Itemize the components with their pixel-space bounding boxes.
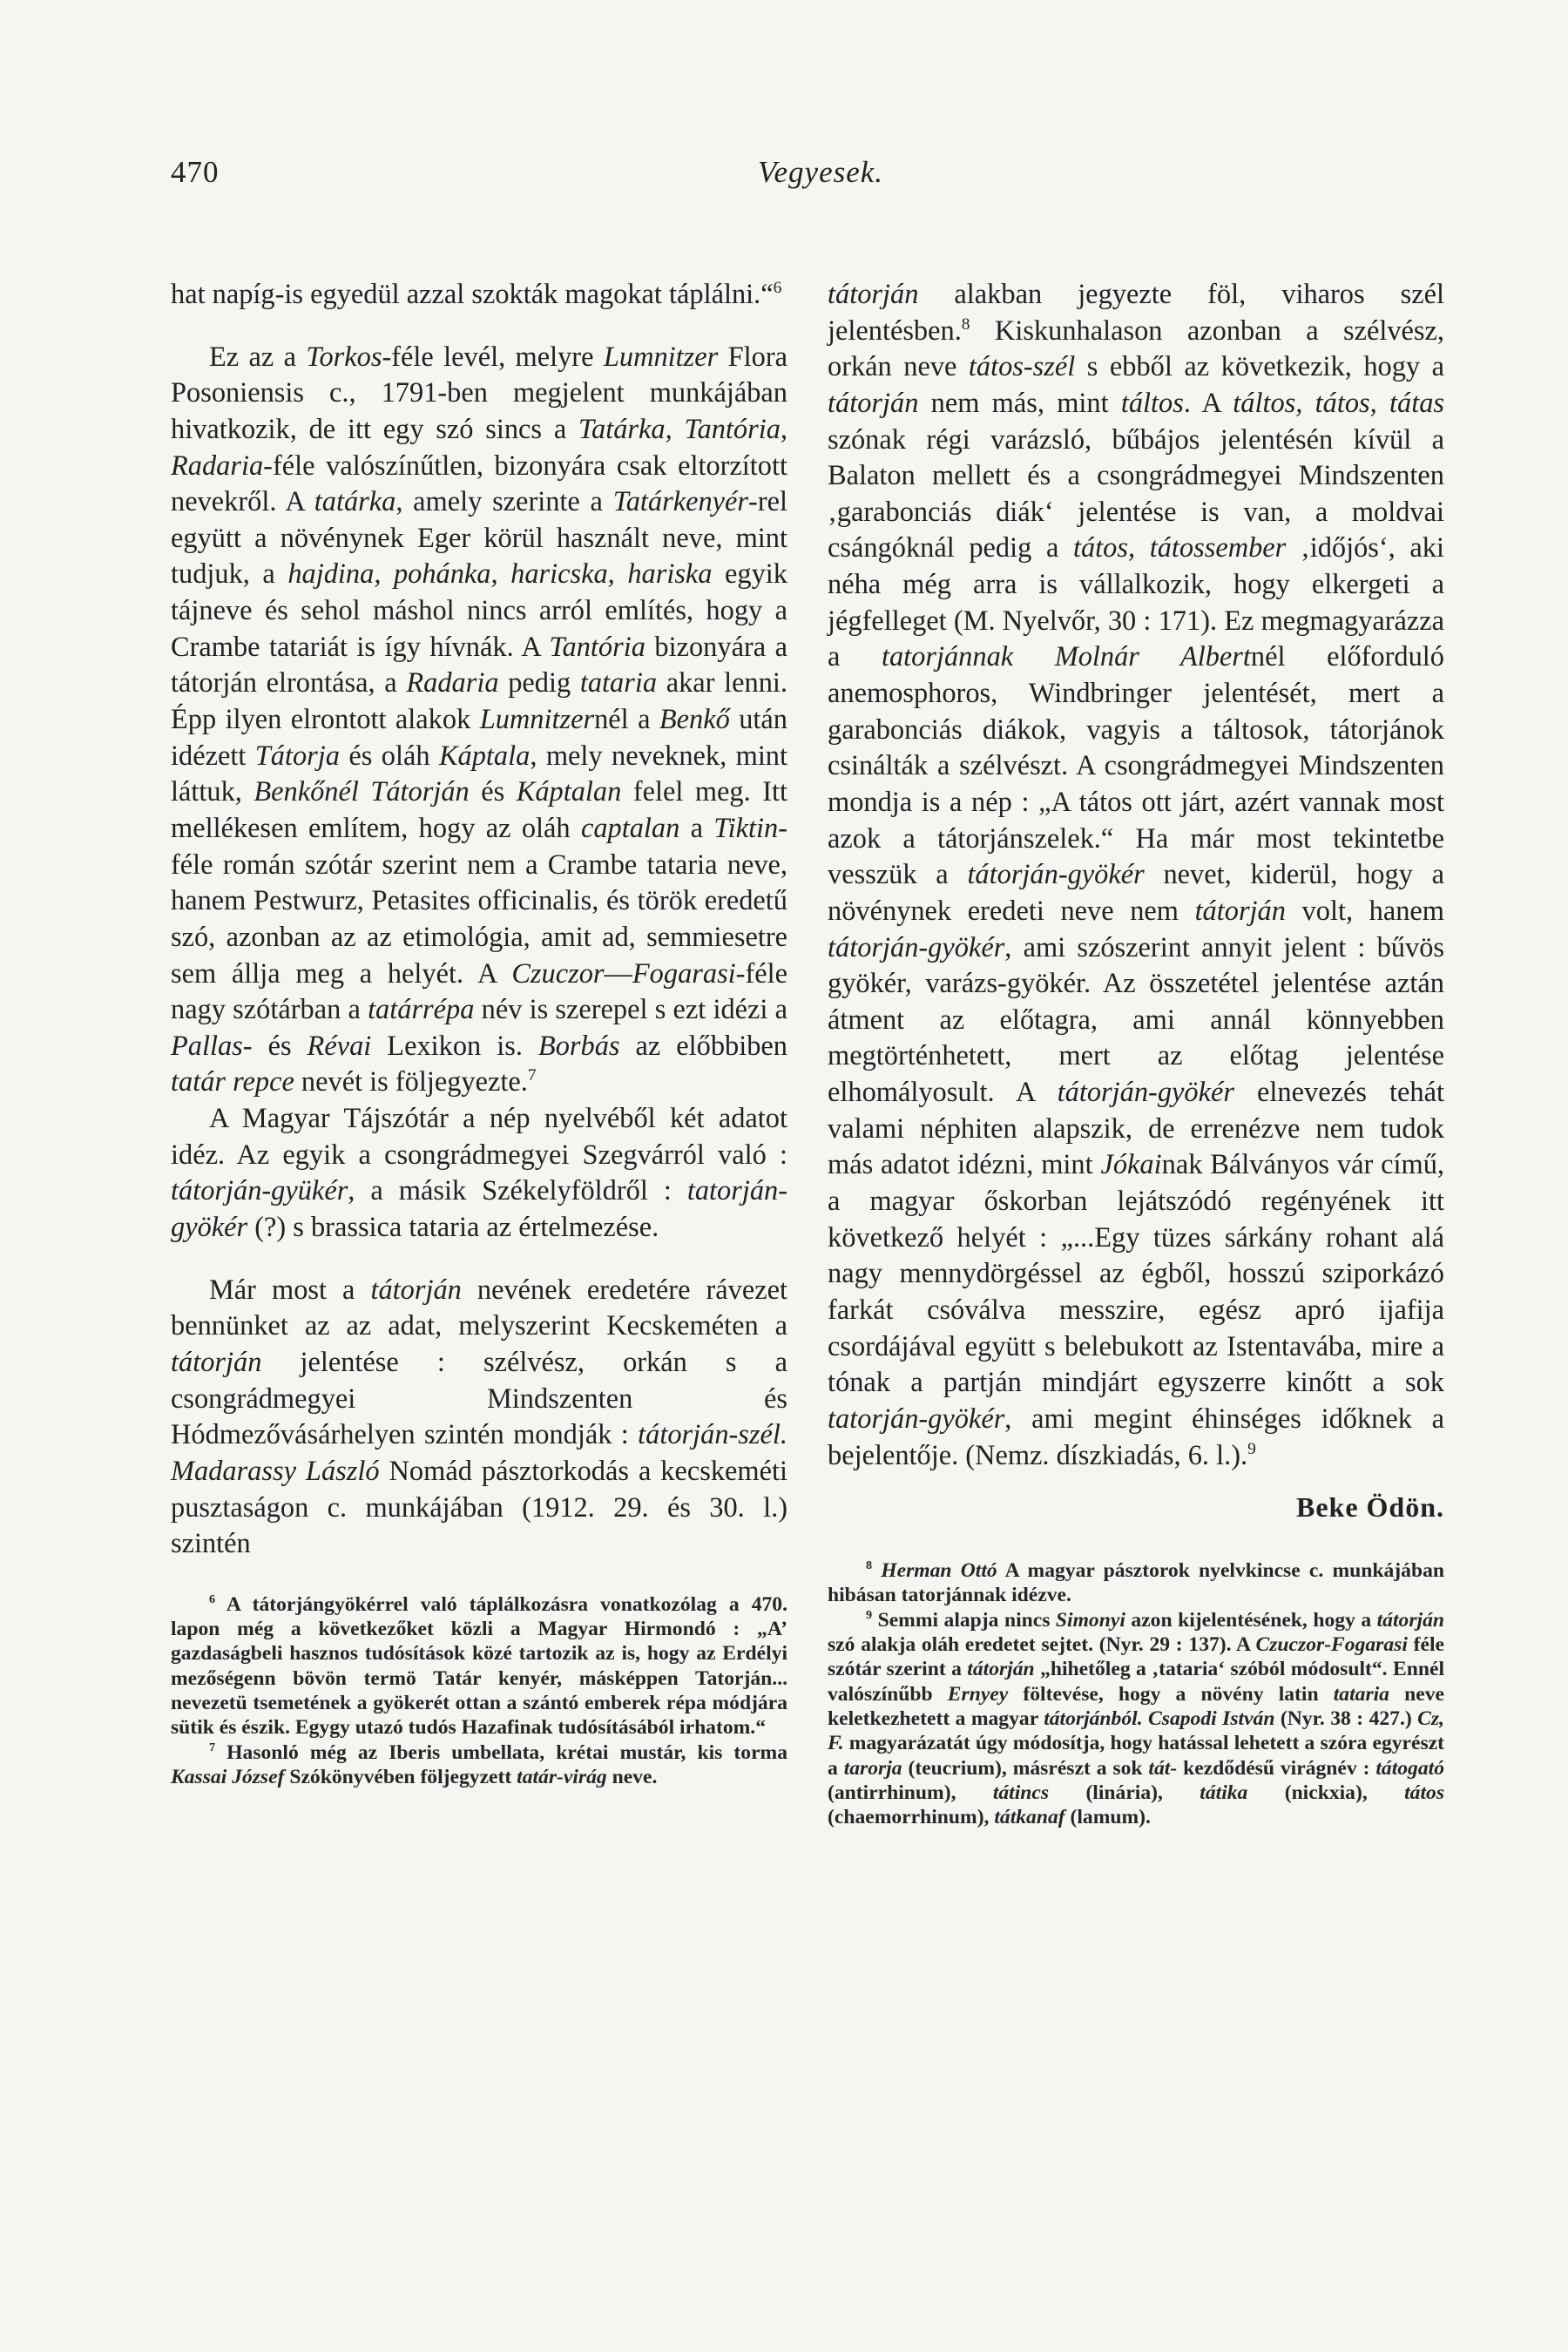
footnote-6: $^6$ A tátorjángyökérrel való táplálkozásra vonatkozólag a 470. lapon még a következőket közli a Magyar Hirmondó : „A’ gazdaságbeli hasznos tudósítások közé tartozik az is, hogy az Erdélyi mezőségenn bövön termö Tatár kenyér, másképpen Tatorján... nevezetü tsemetének a gyökerét ottan a szántó emberek répa módjára sütik és észik. Egygy utazó tudós Hazafinak tudósításából irhatom.“ <box>171 1592 787 1740</box>
right-footnotes <box>828 1558 1444 1829</box>
left-column <box>171 277 787 1789</box>
right-paragraph-1: tátorján alakban jegyezte föl, viharos szél jelentésben.$^8$ Kiskunhalason azonban a szélvész, orkán neve tátos-szél s ebből az következik, hogy a tátorján nem más, mint táltos. A táltos, tátos, tátas szónak régi varázsló, bűbájos jelentésén kívül a Balaton mellett és a csongrádmegyei Mindszenten ‚garabonciás diák‘ jelentése is van, a moldvai csángóknál pedig a tátos, tátossember ‚időjós‘, aki néha még arra is vállalkozik, hogy elkergeti a jégfelleget (M. Nyelvőr, 30 : 171). Ez megmagyarázza a tatorjánnak Molnár Albertnél előforduló anemosphoros, Windbringer jelentését, mert a garabonciás diákok, vagyis a táltosok, tátorjánok csinálták a szélvészt. A csongrádmegyei Mindszenten mondja is a nép : „A tátos ott járt, azért vannak most azok a tátorjánszelek.“ Ha már most tekintetbe vesszük a tátorján-gyökér nevet, kiderül, hogy a növénynek eredeti neve nem tátorján volt, hanem tátorján-gyökér, ami szószerint annyit jelent : bűvös gyökér, varázs-gyökér. Az összetétel jelentése aztán átment az előtagra, ami annál könnyebben megtörténhetett, mert az előtag jelentése elhomályosult. A tátorján-gyökér elnevezés tehát valami néphiten alapszik, de errenézve nem tudok más adatot idézni, mint Jókainak Bálványos vár című, a magyar őskorban lejátszódó regényének itt következő helyét : „...Egy tüzes sárkány rohant alá nagy mennydörgéssel az égből, hosszú sziporkázó farkát csóválva messzire, egész apró ijafija csordájával együtt s belebukott az Istentavába, mire a tónak a partján mindjárt egyszerre kinőtt a sok tatorján-gyökér, ami megint éhinséges időknek a bejelentője. (Nemz. díszkiadás, 6. l.).$^9$ <box>828 279 1444 1471</box>
footnote-8: $^8$ Herman Ottó A magyar pásztorok nyelvkincse c. munkájában hibásan tatorjánnak idézve. <box>828 1558 1444 1607</box>
left-footnotes <box>171 1592 787 1790</box>
footnote-ref-9[interactable]: 9 <box>1247 1439 1256 1458</box>
page-number: 470 <box>171 155 220 189</box>
running-title: Vegyesek. <box>758 155 884 189</box>
footnote-ref-6[interactable]: 6 <box>773 279 782 298</box>
left-paragraph-3: A Magyar Tájszótár a nép nyelvéből két adatot idéz. Az egyik a csongrádmegyei Szegvárról való : tátorján-gyükér, a másik Székelyföldről : tatorján-gyökér (?) s brassica tataria az értelmezése. <box>171 1103 787 1244</box>
footnote-ref-8[interactable]: 8 <box>961 314 970 334</box>
footnote-9: $^9$ Semmi alapja nincs Simonyi azon kijelentésének, hogy a tátorján szó alakja oláh eredetet sejtet. (Nyr. 29 : 137). A Czuczor-Fogarasi féle szótár szerint a tátorján „hihetőleg a ‚tataria‘ szóból módosult“. Ennél valószínűbb Ernyey föltevése, hogy a növény latin tataria neve keletkezhetett a magyar tátorjánból. Csapodi István (Nyr. 38 : 427.) Cz, F. magyarázatát úgy módosítja, hogy hatással lehetett a szóra egyrészt a tarorja (teucrium), másrészt a sok tát- kezdődésű virágnév : tátogató (antirrhinum), tátincs (linária), tátika (nickxia), tátos (chaemorrhinum), tátkanaf (lamum). <box>828 1607 1445 1829</box>
left-paragraph-4: Már most a tátorján nevének eredetére rávezet bennünket az az adat, melyszerint Kecskeméten a tátorján jelentése : szélvész, orkán s a csongrádmegyei Mindszenten és Hódmezővásárhelyen szintén mondják : tátorján-szél. Madarassy László Nomád pásztorkodás a kecskeméti pusztaságon c. munkájában (1912. 29. és 30. l.) szintén <box>171 1274 788 1560</box>
footnote-ref-7[interactable]: 7 <box>527 1066 537 1085</box>
right-column <box>828 277 1444 1830</box>
left-paragraph-2: Ez az a Torkos-féle levél, melyre Lumnitzer Flora Posoniensis c., 1791-ben megjelent munkájában hivatkozik, de itt egy szó sincs a Tatárka, Tantória, Radaria-féle valószínűtlen, bizonyára csak eltorzított nevekről. A tatárka, amely szerinte a Tatárkenyér-rel együtt a növénynek Eger körül használt neve, mint tudjuk, a hajdina, pohánka, haricska, hariska egyik tájneve és sehol máshol nincs arról említés, hogy a Crambe tatariát is így hívnák. A Tantória bizonyára a tátorján elrontása, a Radaria pedig tataria akar lenni. Épp ilyen elrontott alakok Lumnitzernél a Benkő után idézett Tátorja és oláh Káptala, mely neveknek, mint láttuk, Benkőnél Tátorján és Káptalan felel meg. Itt mellékesen említem, hogy az oláh captalan a Tiktin-féle román szótár szerint nem a Crambe tataria neve, hanem Pestwurz, Petasites officinalis, és török eredetű szó, azonban az az etimológia, amit ad, semmiesetre sem állja meg a helyét. A Czuczor—Fogarasi-féle nagy szótárban a tatárrépa név is szerepel s ezt idézi a Pallas- és Révai Lexikon is. Borbás az előbbiben tatár repce nevét is följegyezte.$^7$ <box>171 341 788 1098</box>
footnote-7: $^7$ Hasonló még az Iberis umbellata, krétai mustár, kis torma Kassai József Szókönyvében följegyzett tatár-virág neve. <box>171 1740 787 1788</box>
author-signature: Beke Ödön. <box>1295 1491 1444 1524</box>
left-paragraph-1: hat napíg-is egyedül azzal szokták magokat táplálni.“$^6$ <box>171 279 782 310</box>
page-header <box>0 155 1568 199</box>
